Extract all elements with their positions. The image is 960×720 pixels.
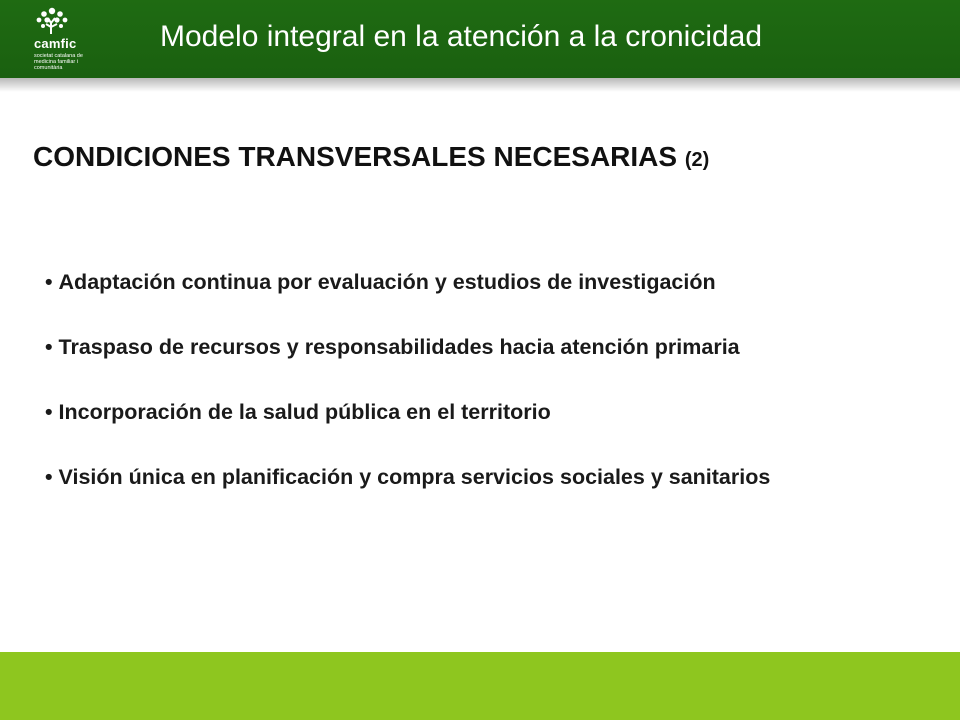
footer-bar	[0, 652, 960, 720]
slide-title-suffix: (2)	[684, 149, 710, 171]
bullet-item	[45, 463, 933, 492]
bullet-dot: •	[45, 465, 53, 489]
bullet-item	[45, 333, 933, 362]
logo-subtitle-line: societat catalana de	[34, 53, 83, 59]
slide-title	[33, 141, 709, 173]
header-shadow	[0, 78, 960, 92]
bullet-item	[45, 398, 933, 427]
bullet-text: Adaptación continua por evaluación y estudios de investigación	[58, 270, 716, 294]
bullet-text: Traspaso de recursos y responsabilidades hacia atención primaria	[58, 335, 740, 359]
logo-name: camfic	[34, 36, 77, 51]
logo-subtitle	[34, 53, 104, 71]
bullet-list	[45, 268, 933, 528]
tree-icon	[32, 6, 72, 36]
camfic-logo	[18, 6, 128, 74]
header-bar	[0, 0, 960, 78]
logo-subtitle-line: comunitària	[34, 65, 63, 71]
bullet-item	[45, 268, 933, 297]
bullet-dot: •	[45, 270, 53, 294]
header-title: Modelo integral en la atención a la cronicidad	[160, 20, 763, 53]
bullet-dot: •	[45, 335, 53, 359]
bullet-text: Visión única en planificación y compra servicios sociales y sanitarios	[58, 465, 771, 489]
slide-title-text: CONDICIONES TRANSVERSALES NECESARIAS	[33, 141, 678, 172]
bullet-text: Incorporación de la salud pública en el territorio	[58, 400, 551, 424]
bullet-dot: •	[45, 400, 53, 424]
logo-subtitle-line: medicina familiar i	[34, 59, 79, 65]
